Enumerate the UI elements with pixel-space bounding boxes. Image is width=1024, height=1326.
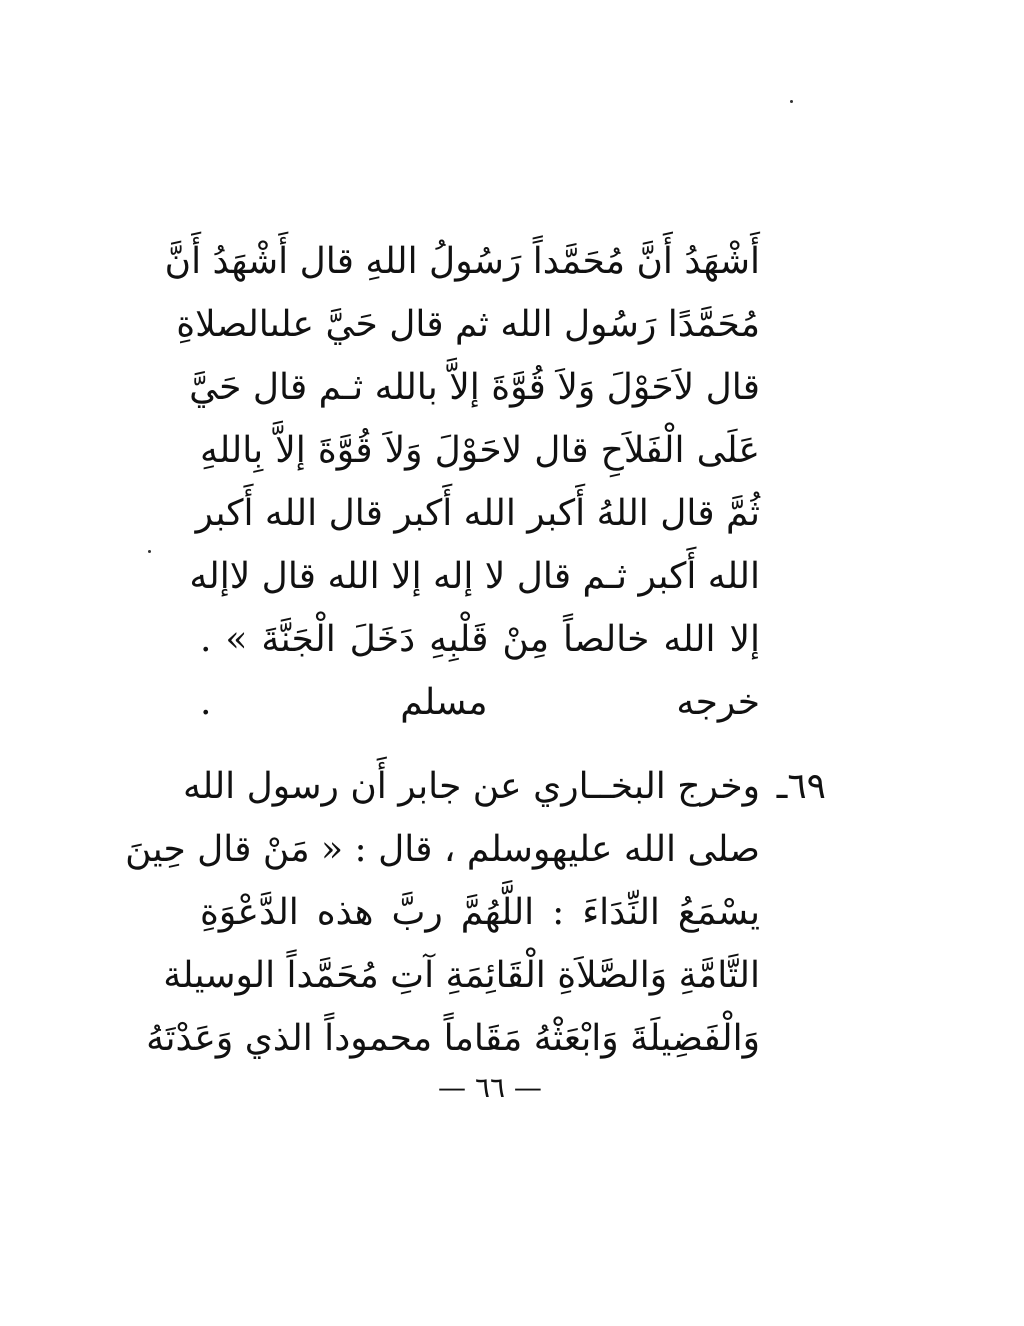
text-line: عَلَى الْفَلاَحِ قال لاحَوْلَ وَلاَ قُوَّةَ إلاَّ بِاللهِ xyxy=(200,430,760,471)
paragraph-hadith-68-continuation xyxy=(164,232,760,723)
text-line: أَشْهَدُ أَنَّ مُحَمَّداً رَسُولُ اللهِ قال أَشْهَدُ أَنَّ xyxy=(164,241,760,282)
scan-speck xyxy=(148,550,151,553)
text-line: قال لاَحَوْلَ وَلاَ قُوَّةَ إلاَّ بالله ثـم قال حَيَّ xyxy=(189,367,760,408)
text-line: وَالْفَضِيلَةَ وَابْعَثْهُ مَقَاماً محموداً الذي وَعَدْتَهُ xyxy=(146,1018,760,1059)
text-line: يسْمَعُ النِّدَاءَ : اللَّهُمَّ ربَّ هذه الدَّعْوَةِ xyxy=(200,892,760,933)
text-line: التَّامَّةِ وَالصَّلاَةِ الْقَائِمَةِ آتِ مُحَمَّداً الوسيلة xyxy=(163,955,760,996)
text-line xyxy=(182,757,760,817)
page-number: — ٦٦ — xyxy=(438,1071,542,1104)
text-line: صلى الله عليهوسلم ، قال : « مَنْ قال حِينَ xyxy=(125,829,760,870)
hadith-number: ٦٩ـ xyxy=(776,766,826,807)
paragraph-hadith-69 xyxy=(125,757,826,1067)
text-line: الله أَكبر ثـم قال لا إله إلا الله قال لاإله xyxy=(189,556,760,597)
text-line-content: وخرج البخــاري عن جابر أَن رسول الله xyxy=(182,766,760,807)
text-line: إلا الله خالصاً مِنْ قَلْبِهِ دَخَلَ الْجَنَّةَ » . xyxy=(200,619,760,660)
scan-speck xyxy=(790,100,793,103)
text-line: مُحَمَّدًا رَسُول الله ثم قال حَيَّ علىالصلاةِ xyxy=(176,304,760,345)
text-line-source: خرجه مسلم . xyxy=(200,682,760,723)
text-line: ثُمَّ قال اللهُ أَكبر الله أَكبر قال الله أَكبر xyxy=(195,493,760,534)
